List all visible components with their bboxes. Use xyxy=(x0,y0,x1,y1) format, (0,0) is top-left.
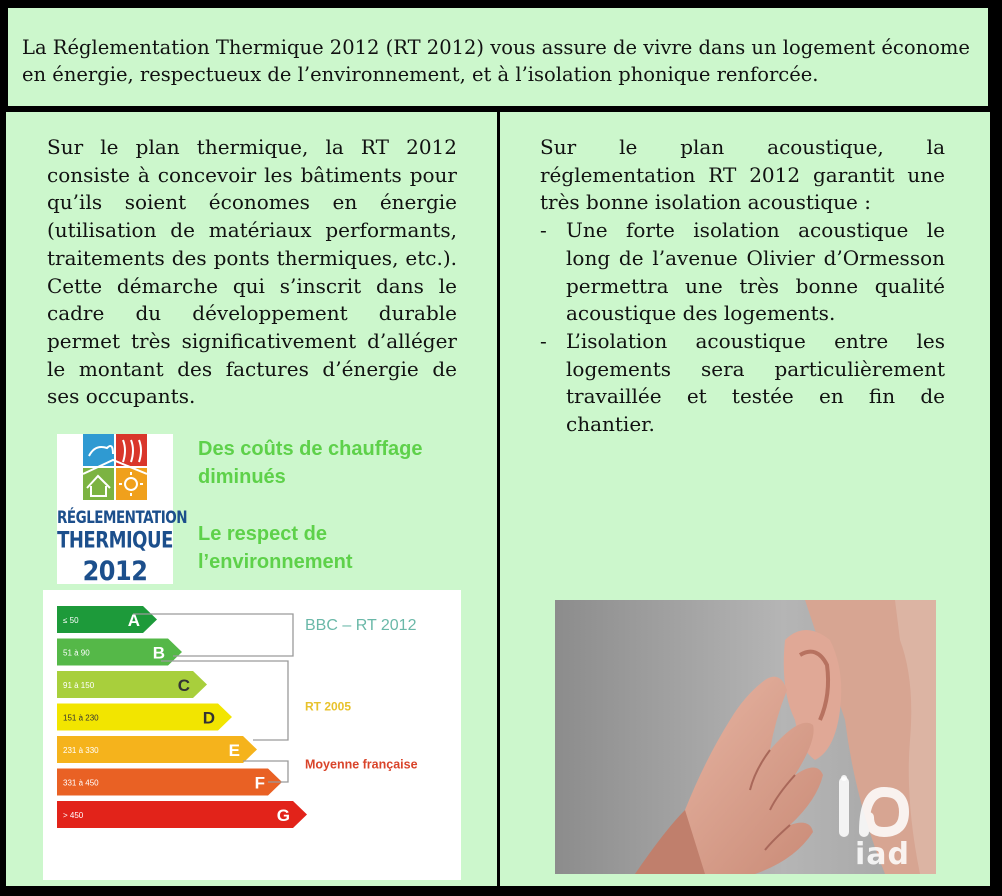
energy-class-letter: F xyxy=(254,773,265,793)
energy-class-letter: D xyxy=(202,708,215,728)
energy-class-range: ≤ 50 xyxy=(63,616,79,625)
energy-class-range: 91 à 150 xyxy=(63,681,95,690)
acoustic-intro: Sur le plan acoustique, la réglementation RT 2012 garantit une très bonne isolation acoustique : xyxy=(540,135,945,215)
energy-class-range: 331 à 450 xyxy=(63,778,99,788)
bullet-dash: - xyxy=(540,218,547,243)
energy-class-range: > 450 xyxy=(63,811,84,820)
left-column xyxy=(6,112,497,886)
logo-text-line1: RÉGLEMENTATION xyxy=(57,508,188,528)
thermal-paragraph: Sur le plan thermique, la RT 2012 consiste à concevoir les bâtiments pour qu’ils soient économes en énergie (utilisation de matériaux performants, traitements des ponts thermiques, etc.). Cette démarche qui s’inscrit dans le cadre du développement durable permet très significativement d’alléger le montant des factures d’énergie de ses occupants. xyxy=(47,135,457,409)
document-frame xyxy=(6,6,994,886)
bullet-dash: - xyxy=(540,328,547,353)
label-bbc-rt2012: BBC – RT 2012 xyxy=(305,617,417,634)
bullet-text: Une forte isolation acoustique le long de l’avenue Olivier d’Ormesson permettra une très bonne qualité acoustique des logements. xyxy=(566,218,945,326)
rt2012-logo xyxy=(57,434,188,587)
acoustic-text-block xyxy=(540,134,945,439)
label-moyenne-francaise: Moyenne française xyxy=(305,757,418,772)
energy-class-bar xyxy=(57,801,307,828)
acoustic-bullet-list xyxy=(540,217,945,439)
energy-class-range: 231 à 330 xyxy=(63,746,99,755)
list-item xyxy=(540,328,945,439)
right-column xyxy=(500,112,990,886)
logo-text-line2: THERMIQUE xyxy=(57,527,173,554)
ear-listening-photo xyxy=(555,600,936,874)
bullet-text: L’isolation acoustique entre les logements sera particulièrement travaillée et testée en fin de chantier. xyxy=(566,328,945,437)
header-text: La Réglementation Thermique 2012 (RT 2012) vous assure de vivre dans un logement économe en énergie, respectueux de l’environnement, et à l’isolation phonique renforcée. xyxy=(22,36,970,86)
benefit-heating-costs: Des coûts de chauffage diminués xyxy=(198,438,423,488)
energy-class-letter: E xyxy=(228,741,240,760)
energy-label-chart xyxy=(43,590,461,880)
logo-text-line3: 2012 xyxy=(82,555,148,587)
energy-class-range: 151 à 230 xyxy=(63,713,99,723)
energy-class-letter: B xyxy=(152,643,165,663)
iad-logo-icon xyxy=(824,772,934,842)
energy-class-letter: C xyxy=(177,676,190,695)
benefit-environment: Le respect de l’environnement xyxy=(198,523,353,573)
energy-class-letter: A xyxy=(127,611,140,630)
energy-label-svg xyxy=(43,590,461,880)
header-box xyxy=(6,6,990,108)
logo-house-icon xyxy=(83,434,147,500)
iad-watermark-text: iad xyxy=(854,837,910,872)
energy-class-letter: G xyxy=(276,806,290,825)
iad-watermark xyxy=(824,772,934,872)
energy-class-range: 51 à 90 xyxy=(63,648,90,658)
label-rt2005: RT 2005 xyxy=(305,699,352,714)
list-item xyxy=(540,217,945,328)
